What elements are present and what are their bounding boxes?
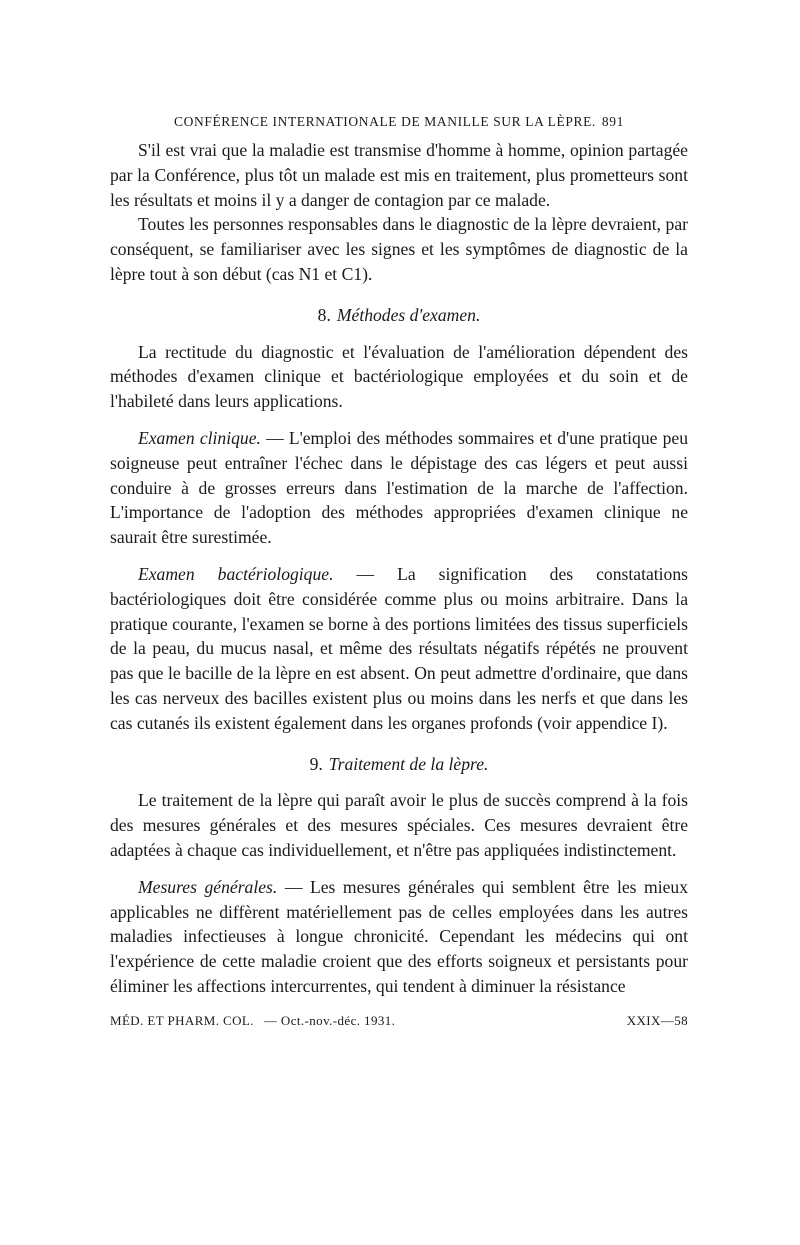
runin-heading: Examen clinique.: [138, 427, 261, 448]
running-head: [110, 112, 688, 132]
page: [110, 112, 688, 1034]
paragraph-3: La rectitude du diagnostic et l'évaluation de l'amélioration dépendent des méthodes d'examen clinique et bactériologique employées et du soin et de l'habileté dans leurs applications.: [110, 341, 688, 412]
paragraph-body: — L'emploi des méthodes sommaires et d'une pratique peu soigneuse peut entraîner l'échec dans le dépistage des cas légers et peut aussi conduire à de grosses erreurs dans l'estimation de la marche de l'affection. L'importance de l'adoption des méthodes appropriées d'examen clinique ne saurait être surestimée.: [110, 427, 688, 548]
section-title: Traitement de la lèpre.: [328, 753, 489, 774]
paragraph-2: Toutes les personnes responsables dans le diagnostic de la lèpre devraient, par conséquent, se familiariser avec les signes et les symptômes de diagnostic de la lèpre tout à son début (cas N1 et C1).: [110, 214, 688, 284]
running-head-title: CONFÉRENCE INTERNATIONALE DE MANILLE SUR LA LÈPRE.: [174, 114, 596, 129]
section-title: Méthodes d'examen.: [336, 304, 481, 325]
footer-journal: MÉD. ET PHARM. COL.: [110, 1012, 254, 1028]
page-number: 891: [601, 114, 624, 129]
paragraph-5: [110, 562, 688, 736]
footer-date: — Oct.-nov.-déc. 1931.: [263, 1012, 396, 1028]
section-heading-8: [110, 303, 688, 328]
paragraph-1: S'il est vrai que la maladie est transmise d'homme à homme, opinion partagée par la Conférence, plus tôt un malade est mis en traitement, plus prometteurs sont les résultats et moins il y a danger de contagion par ce malade.: [110, 140, 688, 210]
paragraph-4: [110, 426, 688, 550]
paragraph-6: Le traitement de la lèpre qui paraît avoir le plus de succès comprend à la fois des mesures générales et des mesures spéciales. Ces mesures devraient être adaptées à chaque cas individuellement, et n'être pas appliquées indistinctement.: [110, 790, 688, 860]
spacer: [110, 550, 688, 562]
runin-heading: Mesures générales.: [138, 876, 278, 897]
paragraph-body: — Les mesures générales qui semblent être les mieux applicables ne diffèrent matériellement pas de celles employées dans les autres maladies infectieuses à longue chronicité. Cependant les médecins qui ont l'expérience de cette maladie croient que des efforts soigneux et persistants pour éliminer les affections intercurrentes, qui tendent à diminuer la résistance: [110, 876, 689, 996]
section-number: 9.: [309, 753, 323, 774]
section-heading-9: [110, 752, 688, 777]
spacer: [110, 414, 688, 426]
section-number: 8.: [317, 304, 331, 325]
spacer: [110, 863, 688, 875]
footer-signature: XXIX—58: [626, 1012, 688, 1028]
paragraph-7: [110, 875, 688, 999]
page-footer: [110, 1009, 688, 1034]
paragraph-body: — La signification des constatations bactériologiques doit être considérée comme plus ou moins arbitraire. Dans la pratique courante, l'examen se borne à des portions limitées des tissus superficiels de la peau, du mucus nasal, et même des résultats négatifs répétés ne prouvent pas que le bacille de la lèpre en est absent. On peut admettre d'ordinaire, que dans les cas nerveux des bacilles existent plus ou moins dans les nerfs et que dans les cas cutanés ils existent également dans les organes profonds (voir appendice I).: [110, 563, 688, 733]
runin-heading: Examen bactériologique.: [138, 563, 334, 584]
footer-journal-info: [110, 1009, 405, 1034]
